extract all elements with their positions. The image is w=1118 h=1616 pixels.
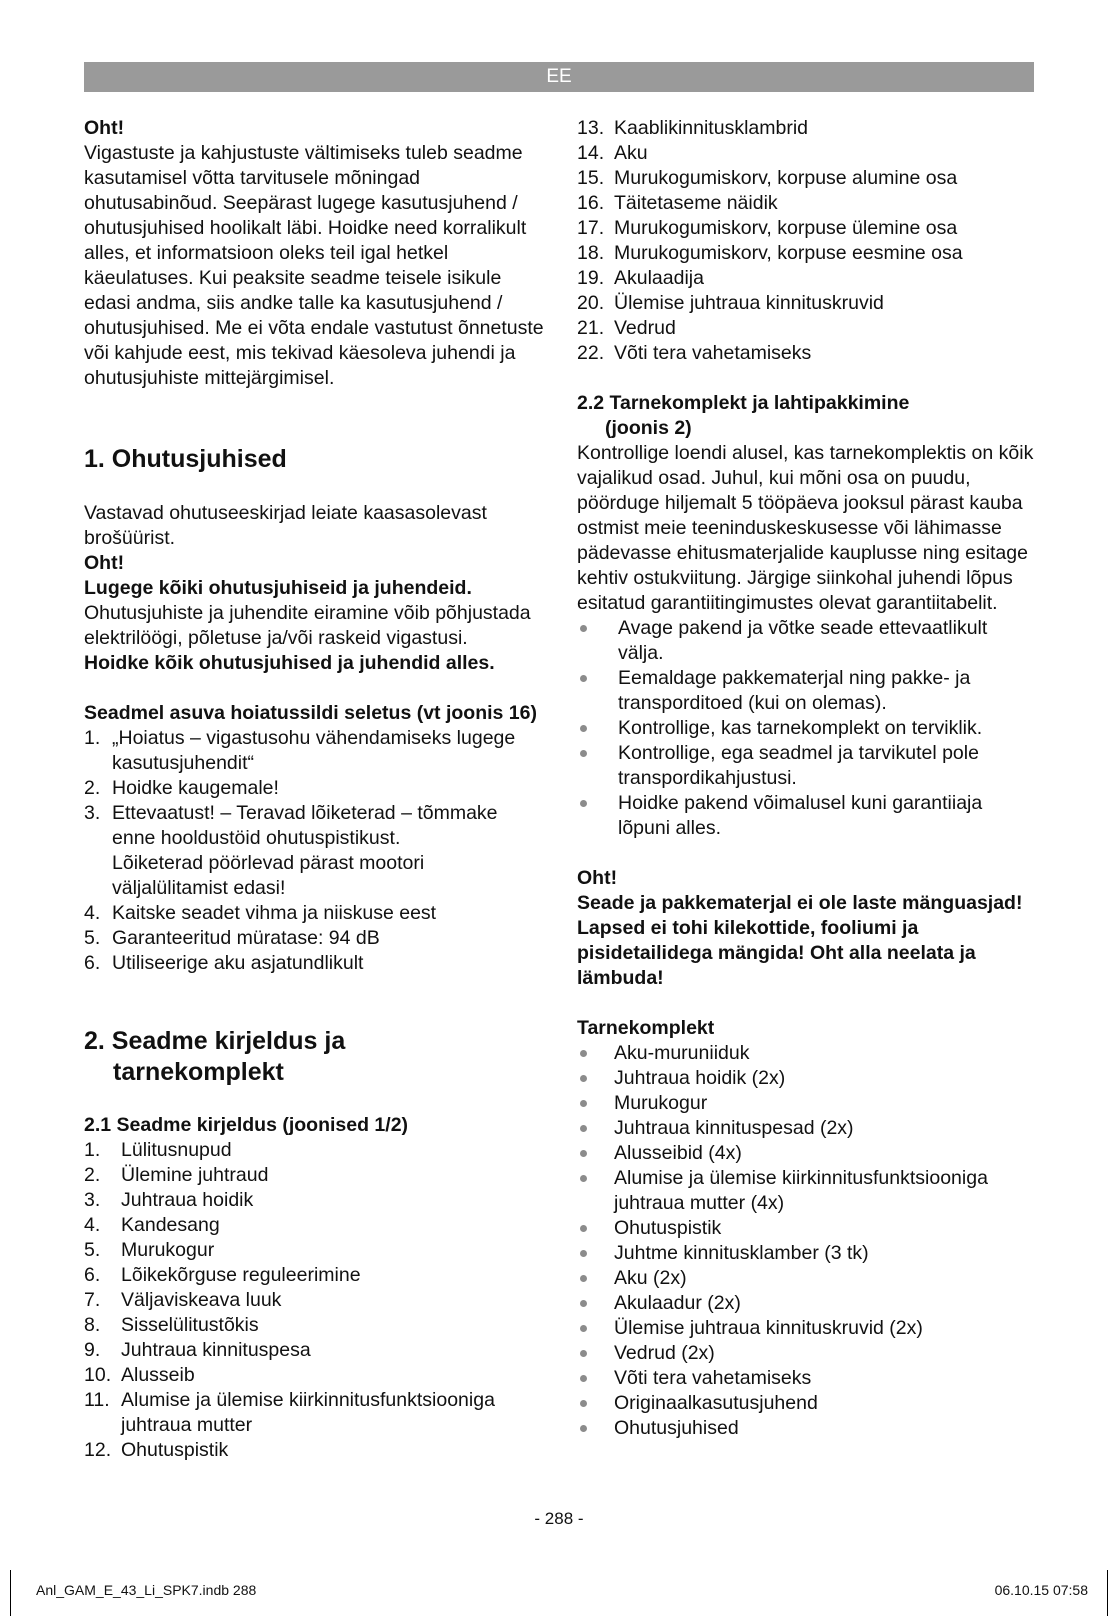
list-item: Alusseibid (4x) (577, 1141, 1037, 1166)
list-item: 15. Murukogumiskorv, korpuse alumine osa (577, 167, 958, 189)
kit-list (577, 1041, 1037, 1441)
list-item: Juhtraua hoidik (2x) (577, 1066, 1037, 1091)
footer-timestamp: 06.10.15 07:58 (994, 1582, 1088, 1598)
bullet-icon (580, 1175, 587, 1182)
list-item: Kontrollige, ega seadmel ja tarvikutel pole transpordikahjustusi. (577, 741, 1037, 791)
warning-text-2: Ohutusjuhiste ja juhendite eiramine võib põhjustada elektrilöögi, põletuse ja/või raskeid vigastusi. (84, 602, 531, 649)
warning-title: Oht! (84, 117, 125, 139)
language-code: EE (546, 66, 572, 87)
list-item: Juhtraua kinnituspesad (2x) (577, 1116, 1037, 1141)
child-safety-warning: Seade ja pakkematerjal ei ole laste mänguasjad! Lapsed ei tohi kilekottide, fooliumi ja pisidetailidega mängida! Oht alla neelata ja lämbuda! (577, 892, 1023, 989)
list-item: Alumise ja ülemise kiirkinnitusfunktsiooniga juhtraua mutter (4x) (577, 1166, 1037, 1216)
list-item: 7. Väljaviskeava luuk (84, 1289, 282, 1311)
bullet-icon (580, 800, 587, 807)
list-item: 1. Lülitusnupud (84, 1139, 232, 1161)
section-1-title: 1. Ohutusjuhised (84, 445, 287, 473)
bullet-icon (580, 1425, 587, 1432)
list-item: Hoidke pakend võimalusel kuni garantiiaja lõpuni alles. (577, 791, 1037, 841)
bullet-icon (580, 1225, 587, 1232)
warning-title-3: Oht! (577, 867, 618, 889)
list-item: 3. Juhtraua hoidik (84, 1189, 254, 1211)
right-column (577, 116, 1037, 1441)
list-item: 5. Garanteeritud müratase: 94 dB (84, 927, 380, 949)
list-item: Ülemise juhtraua kinnituskruvid (2x) (577, 1316, 1037, 1341)
list-item: 2. Ülemine juhtraud (84, 1164, 269, 1186)
bullet-icon (580, 1400, 587, 1407)
kit-title: Tarnekomplekt (577, 1017, 715, 1039)
list-item: Eemaldage pakkematerjal ning pakke- ja transporditoed (kui on olemas). (577, 666, 1037, 716)
language-header-bar (84, 62, 1034, 92)
parts-list-right (577, 116, 1037, 366)
bullet-icon (580, 1325, 587, 1332)
subsection-2-1-title: 2.1 Seadme kirjeldus (joonised 1/2) (84, 1114, 409, 1136)
list-item: Vedrud (2x) (577, 1341, 1037, 1366)
warning-bold-instruction: Lugege kõiki ohutusjuhiseid ja juhendeid. (84, 577, 472, 599)
warning-title-2: Oht! (84, 552, 125, 574)
bullet-icon (580, 1250, 587, 1257)
subsection-2-2-text: Kontrollige loendi alusel, kas tarnekomplektis on kõik vajalikud osad. Juhul, kui mõni osa on puudu, pöörduge hiljemalt 5 tööpäeva jooksul pärast kauba ostmist meie teeninduskeskusesse või lähimasse pädevasse ehitusmaterjalide kauplusse ning esitage kehtiv ostukviitung. Järgige siinkohal juhendi lõpus esitatud garantiitingimustes olevat garantiitabelit. (577, 442, 1034, 614)
list-item: 20. Ülemise juhtraua kinnituskruvid (577, 292, 884, 314)
page-number: - 288 - (534, 1509, 584, 1528)
warning-bold-keep: Hoidke kõik ohutusjuhised ja juhendid alles. (84, 652, 495, 674)
section-1-intro: Vastavad ohutuseeskirjad leiate kaasasolevast brošüürist. (84, 502, 487, 549)
warning-label-list (84, 726, 544, 976)
left-column (84, 116, 544, 1463)
bullet-icon (580, 625, 587, 632)
bullet-icon (580, 1300, 587, 1307)
bullet-icon (580, 725, 587, 732)
list-item: 11. Alumise ja ülemise kiirkinnitusfunktsiooniga juhtraua mutter (84, 1389, 495, 1436)
list-item: 12. Ohutuspistik (84, 1439, 229, 1461)
list-item: Lõiketerad pöörlevad pärast mootori väljalülitamist edasi! (112, 852, 425, 899)
list-item: 17. Murukogumiskorv, korpuse ülemine osa (577, 217, 958, 239)
list-item: 18. Murukogumiskorv, korpuse eesmine osa (577, 242, 963, 264)
bullet-icon (580, 1350, 587, 1357)
list-item: 16. Täitetaseme näidik (577, 192, 778, 214)
warning-text: Vigastuste ja kahjustuste vältimiseks tuleb seadme kasutamisel võtta tarvitusele mõningad ohutusabinõud. Seepärast lugege kasutusjuhend / ohutusjuhised hoolikalt läbi. Hoidke need korralikult alles, et informatsioon oleks teil igal hetkel käeulatuses. Kui peaksite seadme teisele isikule edasi andma, siis andke talle ka kasutusjuhend / ohutusjuhised. Me ei võta endale vastutust õnnetuste või kahjude eest, mis tekivad käesoleva juhendi ja ohutusjuhiste mittejärgimisel. (84, 142, 544, 389)
list-item: 8. Sisselülitustõkis (84, 1314, 259, 1336)
parts-list-left (84, 1138, 544, 1463)
list-item: Ohutusjuhised (577, 1416, 1037, 1441)
list-item: 10. Alusseib (84, 1364, 195, 1386)
list-item: Avage pakend ja võtke seade ettevaatlikult välja. (577, 616, 1037, 666)
list-item: 2. Hoidke kaugemale! (84, 777, 279, 799)
list-item: Originaalkasutusjuhend (577, 1391, 1037, 1416)
list-item: 13. Kaablikinnitusklambrid (577, 117, 809, 139)
list-item: 19. Akulaadija (577, 267, 704, 289)
crop-mark-left (10, 1570, 11, 1616)
bullet-icon (580, 1275, 587, 1282)
list-item: Aku-muruniiduk (577, 1041, 1037, 1066)
bullet-icon (580, 1125, 587, 1132)
list-item: Juhtme kinnitusklamber (3 tk) (577, 1241, 1037, 1266)
list-item: 4. Kaitske seadet vihma ja niiskuse eest (84, 902, 437, 924)
list-item: Ohutuspistik (577, 1216, 1037, 1241)
list-item: 3. Ettevaatust! – Teravad lõiketerad – tõmmake enne hooldustöid ohutuspistikust. (84, 802, 498, 849)
list-item: Aku (2x) (577, 1266, 1037, 1291)
list-item: 1. „Hoiatus – vigastusohu vähendamiseks lugege kasutusjuhendit“ (84, 727, 516, 774)
bullet-icon (580, 675, 587, 682)
list-item: 5. Murukogur (84, 1239, 215, 1261)
section-2-title: 2. Seadme kirjeldus ja tarnekomplekt (84, 1027, 346, 1086)
list-item: 6. Utiliseerige aku asjatundlikult (84, 952, 364, 974)
unpack-list (577, 616, 1037, 841)
list-item: Akulaadur (2x) (577, 1291, 1037, 1316)
list-item: 4. Kandesang (84, 1214, 220, 1236)
list-item: Murukogur (577, 1091, 1037, 1116)
list-item: 21. Vedrud (577, 317, 676, 339)
bullet-icon (580, 1050, 587, 1057)
bullet-icon (580, 1375, 587, 1382)
bullet-icon (580, 750, 587, 757)
subsection-2-2-title: 2.2 Tarnekomplekt ja lahtipakkimine (joonis 2) (577, 392, 910, 439)
bullet-icon (580, 1075, 587, 1082)
list-item: 9. Juhtraua kinnituspesa (84, 1339, 311, 1361)
list-item: Võti tera vahetamiseks (577, 1366, 1037, 1391)
crop-mark-right (1107, 1570, 1108, 1616)
list-item: Kontrollige, kas tarnekomplekt on terviklik. (577, 716, 1037, 741)
bullet-icon (580, 1100, 587, 1107)
footer-filename: Anl_GAM_E_43_Li_SPK7.indb 288 (36, 1582, 257, 1598)
list-item: 22. Võti tera vahetamiseks (577, 342, 812, 364)
list-item: 6. Lõikekõrguse reguleerimine (84, 1264, 361, 1286)
list-item: 14. Aku (577, 142, 648, 164)
warning-label-title: Seadmel asuva hoiatussildi seletus (vt joonis 16) (84, 702, 537, 724)
bullet-icon (580, 1150, 587, 1157)
